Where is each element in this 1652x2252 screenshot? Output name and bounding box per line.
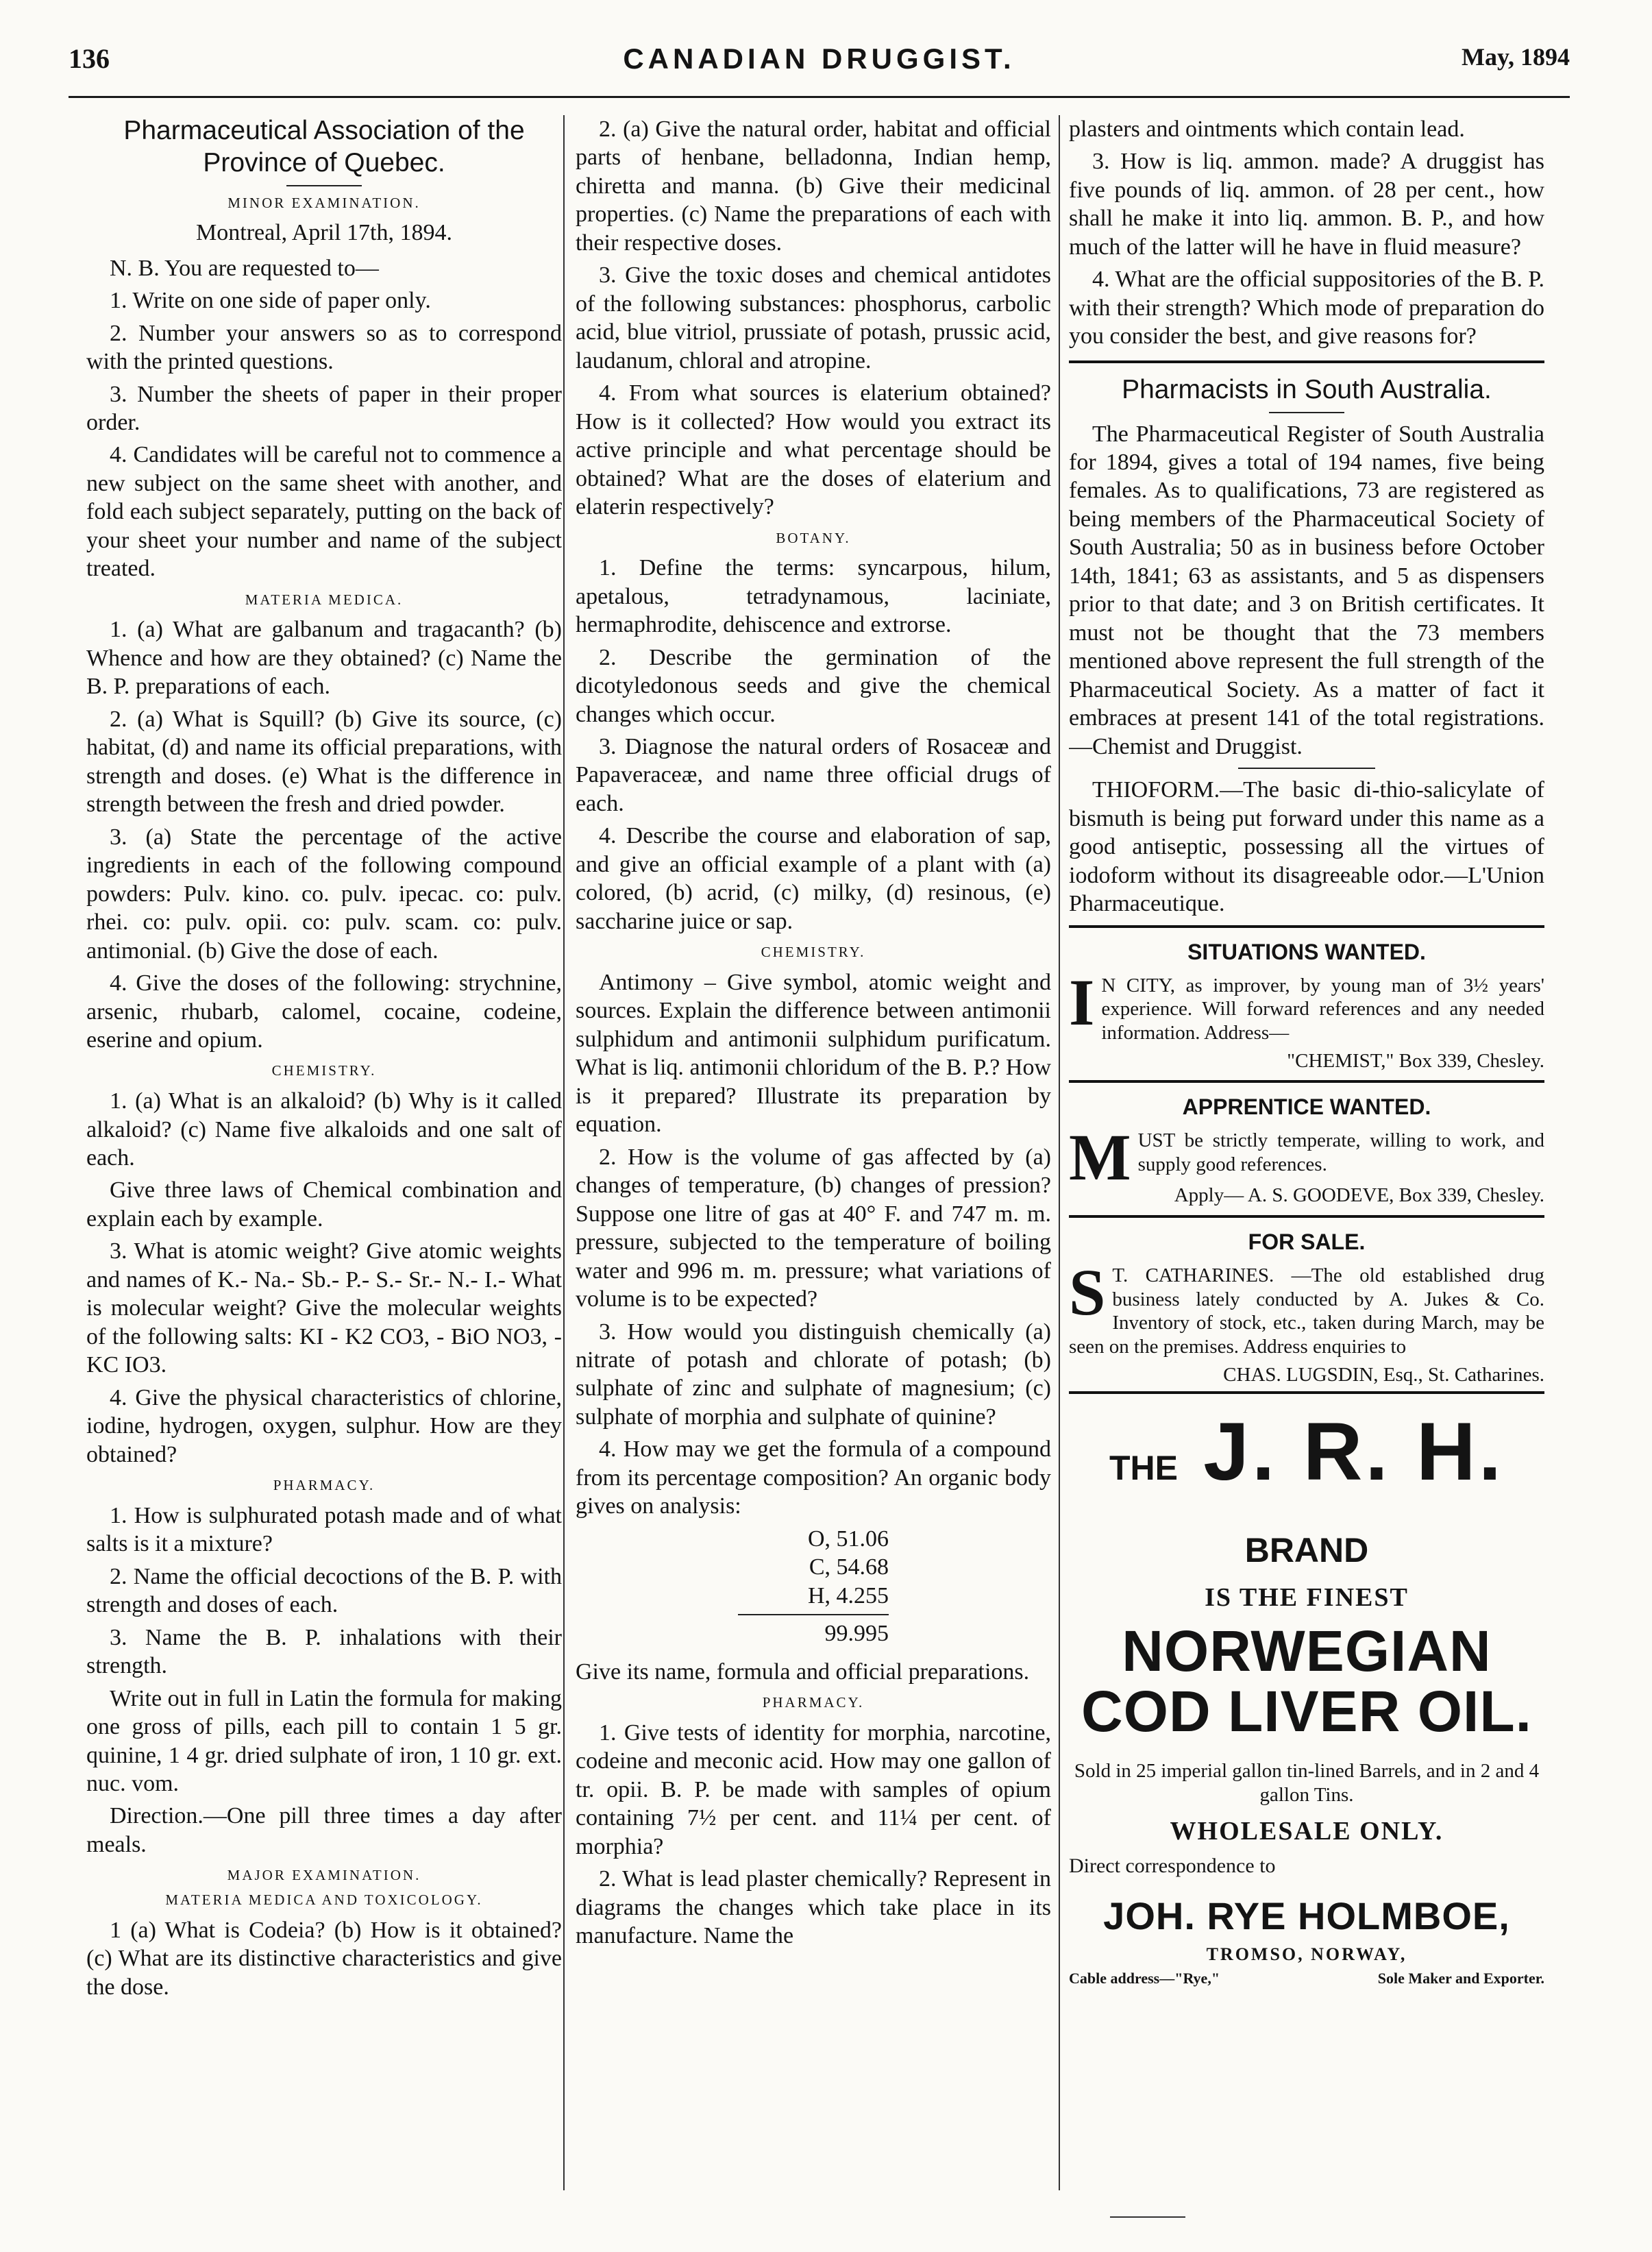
sale-ad [1069, 1255, 1544, 1388]
direct-line: Direct correspondence to [1069, 1855, 1276, 1877]
bottom-rule [1110, 2216, 1185, 2218]
question: 4. What are the official suppositories of the B. P. with their strength? Which mode of preparation do you consider the best, and give reasons for? [1069, 267, 1544, 350]
column-divider [1059, 115, 1060, 2190]
question: 4. Give the doses of the following: strychnine, arsenic, rhubarb, calomel, cocaine, codeine, eserine and opium. [86, 970, 562, 1053]
section-rule [1069, 360, 1544, 363]
apprentice-ad [1069, 1121, 1544, 1208]
brand-name: J. R. H. [1203, 1406, 1505, 1498]
section-heading: MATERIA MEDICA AND TOXICOLOGY. [165, 1892, 483, 1909]
question: Write out in full in Latin the formula for making one gross of pills, each pill to contain 1 5 gr. quinine, 1 4 gr. dried sulphate of iron, 1 10 gr. ext. nuc. vom. [86, 1685, 562, 1796]
instruction: 3. Number the sheets of paper in their proper order. [86, 381, 562, 436]
south-australia-heading: Pharmacists in South Australia. [1122, 374, 1492, 404]
product-line-1: NORWEGIAN [1122, 1618, 1492, 1683]
drop-cap: S [1069, 1255, 1106, 1329]
question: 1. Give tests of identity for morphia, narcotine, codeine and meconic acid. How may one gallon of tr. opii. B. P. be made with samples of opium containing 7½ per cent. and 11¼ per cent. of morphia? [576, 1719, 1051, 1859]
ad-heading: SITUATIONS WANTED. [1069, 925, 1544, 966]
merchant-address: TROMSO, NORWAY, [1206, 1944, 1407, 1964]
thioform-note: THIOFORM.—The basic di-thio-salicylate of bismuth is being put forward under this name as a good antiseptic, possessing all the virtues of iodoform without its disagreeable odor.—L'Union Pharmaceutique. [1069, 777, 1544, 917]
situations-ad [1069, 965, 1544, 1074]
page-header [69, 42, 1570, 90]
instruction: N. B. You are requested to— [110, 255, 379, 281]
journal-title: CANADIAN DRUGGIST. [623, 42, 1015, 75]
question: 1. (a) What is an alkaloid? (b) Why is it called alkaloid? (c) Name five alkaloids and one salt of each. [86, 1088, 562, 1171]
section-heading: MATERIA MEDICA. [245, 591, 404, 608]
question: 3. Name the B. P. inhalations with their strength. [86, 1624, 562, 1679]
question: 3. What is atomic weight? Give atomic weights and names of K.- Na.- Sb.- P.- S.- Sr.- N.- I.- What is molecular weight? Give the molecular weights of the following salts: KI - K2 CO3, - BiO NO3, - KC IO3. [86, 1238, 562, 1378]
major-exam-heading: MAJOR EXAMINATION. [227, 1867, 421, 1884]
question: 4. Give the physical characteristics of chlorine, iodine, hydrogen, oxygen, sulphur. How are they obtained? [86, 1384, 562, 1467]
question: 2. Name the official decoctions of the B. P. with strength and doses of each. [86, 1563, 562, 1618]
analysis-row: O, 51.06 [807, 1526, 889, 1552]
ad-address: "CHEMIST," Box 339, Chesley. [1287, 1049, 1544, 1072]
merchant-name: JOH. RYE HOLMBOE, [1103, 1894, 1510, 1937]
ad-heading: FOR SALE. [1069, 1215, 1544, 1256]
brand-the: THE [1109, 1449, 1178, 1488]
section-heading: CHEMISTRY. [761, 944, 866, 961]
dateline: Montreal, April 17th, 1894. [196, 220, 452, 246]
question: 3. Give the toxic doses and chemical antidotes of the following substances: phosphorus, carbolic acid, blue vitriol, prussiate of potash, prussic acid, laudanum, chloral and atropine. [576, 262, 1051, 374]
page-number: 136 [69, 43, 110, 74]
question: 1. How is sulphurated potash made and of what salts is it a mixture? [86, 1502, 562, 1557]
column-2 [576, 115, 1051, 2204]
question: 3. How is liq. ammon. made? A druggist has five pounds of liq. ammon. of 28 per cent., how shall he make it into liq. ammon. B. P., and how much of the latter will he have in fluid measure? [1069, 149, 1544, 260]
question: Direction.—One pill three times a day after meals. [86, 1803, 562, 1857]
column-3 [1069, 115, 1544, 2204]
instruction: 2. Number your answers so as to correspond with the printed questions. [86, 320, 562, 375]
question: 1. (a) What are galbanum and tragacanth? (b) Whence and how are they obtained? (c) Name the B. P. preparations of each. [86, 617, 562, 700]
analysis-row: C, 54.68 [809, 1554, 889, 1580]
rule [286, 185, 362, 186]
question: 4. How may we get the formula of a compound from its percentage composition? An organic body gives on analysis: [576, 1436, 1051, 1519]
question: 2. (a) Give the natural order, habitat and official parts of henbane, belladonna, Indian hemp, chiretta and manna. (b) Give their medicinal properties. (c) Name the preparations of each with their respective doses. [576, 117, 1051, 256]
ad-body: UST be strictly temperate, willing to work, and supply good references. [1137, 1129, 1544, 1176]
section-heading: BOTANY. [776, 529, 851, 546]
drop-cap: M [1069, 1121, 1131, 1195]
column-divider [563, 115, 565, 2190]
quebec-heading: Pharmaceutical Association of the Province of Quebec. [123, 116, 525, 178]
brand-word: BRAND [1244, 1531, 1369, 1570]
drop-cap: I [1069, 965, 1095, 1039]
ad-body: N CITY, as improver, by young man of 3½ years' experience. Will forward references and any needed information. Address— [1101, 974, 1544, 1044]
instruction: 1. Write on one side of paper only. [110, 288, 431, 314]
question: Give its name, formula and official preparations. [576, 1659, 1030, 1685]
question: 2. (a) What is Squill? (b) Give its source, (c) habitat, (d) and name its official preparations, with strength and doses. (e) What is the difference in strength between the fresh and dried powder. [86, 706, 562, 818]
question: 2. How is the volume of gas affected by (a) changes of temperature, (b) changes of pression? Suppose one litre of gas at 40° F. and 747 m. m. pressure, subjected to the temperature of boiling water and 996 m. m. pressure; what variations of volume is to be expected? [576, 1144, 1051, 1312]
instruction: 4. Candidates will be careful not to commence a new subject on the same sheet with another, and fold each subject separately, putting on the back of your sheet your number and name of the subject treated. [86, 442, 562, 582]
minor-exam-heading: MINOR EXAMINATION. [227, 194, 421, 211]
section-heading: CHEMISTRY. [271, 1062, 377, 1079]
ad-address: Apply— A. S. GOODEVE, Box 339, Chesley. [1174, 1184, 1544, 1207]
cable-address: Cable address—"Rye," [1069, 1969, 1220, 1987]
question: Antimony – Give symbol, atomic weight and sources. Explain the difference between antimonii sulphidum and antimonii sulphidum purificatum. What is liq. antimonii chloridum of the B. P.? How is it prepared? Illustrate its preparation by equation. [576, 969, 1051, 1138]
section-heading: PHARMACY. [273, 1477, 375, 1494]
analysis-row: H, 4.255 [807, 1582, 889, 1608]
question: 1 (a) What is Codeia? (b) How is it obtained? (c) What are its distinctive characteristics and give the dose. [86, 1917, 562, 2000]
question: Give three laws of Chemical combination and explain each by example. [86, 1177, 562, 1232]
brand-line [1069, 1406, 1544, 1575]
rule [1238, 768, 1375, 769]
ad-body: T. CATHARINES. —The old established drug business lately conducted by A. Jukes & Co. Inventory of stock, etc., taken during March, may be seen on the premises. Address enquiries to [1069, 1264, 1544, 1358]
question: 2. What is lead plaster chemically? Represent in diagrams the changes which take place in its manufacture. Name the [576, 1866, 1051, 1949]
ad-heading: APPRENTICE WANTED. [1069, 1080, 1544, 1121]
question: 3. (a) State the percentage of the active ingredients in each of the following compound powders: Pulv. kino. co. pulv. ipecac. co: pulv. rhei. co: pulv. opii. co: pulv. scam. co: pulv. antimonial. (b) Give the dose of each. [86, 824, 562, 964]
analysis-total: 99.995 [738, 1614, 889, 1648]
wholesale-line: WHOLESALE ONLY. [1170, 1816, 1444, 1846]
product-line-2: COD LIVER OIL. [1081, 1678, 1533, 1743]
question: 4. Describe the course and elaboration of sap, and give an official example of a plant with (a) colored, (b) acrid, (c) milky, (d) resinous, (e) saccharine juice or sap. [576, 823, 1051, 934]
question: 3. How would you distinguish chemically (a) nitrate of potash and chlorate of potash; (b) sulphate of zinc and sulphate of magnesium; (c) sulphate of morphia and sulphate of quinine? [576, 1319, 1051, 1430]
issue-date: May, 1894 [1462, 43, 1570, 71]
question: 4. From what sources is elaterium obtained? How is it collected? How would you extract its active principle and what percentage should be obtained? What are the doses of elaterium and elaterin respectively? [576, 380, 1051, 520]
section-heading: PHARMACY. [762, 1694, 865, 1711]
question: 2. Describe the germination of the dicotyledonous seeds and give the chemical changes which occur. [576, 644, 1051, 727]
jrh-advertisement [1069, 1391, 1544, 1987]
article-body: The Pharmaceutical Register of South Australia for 1894, gives a total of 194 names, five being females. As to qualifications, 73 are registered as being members of the Pharmaceutical Society of South Australia; 50 as in business before October 14th, 1841; 63 as assistants, and 5 as dispensers prior to that date; and 3 on British certificates. It must not be thought that the 73 members mentioned above represent the full strength of the Pharmaceutical Society. As a matter of fact it embraces at present 141 of the total registrations.—Chemist and Druggist. [1069, 421, 1544, 759]
ad-address: CHAS. LUGSDIN, Esq., St. Catharines. [1223, 1363, 1544, 1386]
cable-line [1069, 1970, 1544, 1988]
rule [1269, 412, 1344, 413]
question: 3. Diagnose the natural orders of Rosaceæ and Papaveraceæ, and name three official drugs of each. [576, 733, 1051, 816]
finest-line: IS THE FINEST [1205, 1583, 1409, 1613]
sold-info: Sold in 25 imperial gallon tin-lined Barrels, and in 2 and 4 gallon Tins. [1074, 1760, 1540, 1806]
exporter-note: Sole Maker and Exporter. [1377, 1969, 1544, 1987]
analysis-table [738, 1525, 889, 1610]
header-rule [69, 96, 1570, 98]
column-1 [86, 115, 562, 2204]
question: 1. Define the terms: syncarpous, hilum, apetalous, tetradynamous, laciniate, hermaphrodite, dehiscence and extrorse. [576, 555, 1051, 638]
question: plasters and ointments which contain lead. [1069, 117, 1465, 142]
